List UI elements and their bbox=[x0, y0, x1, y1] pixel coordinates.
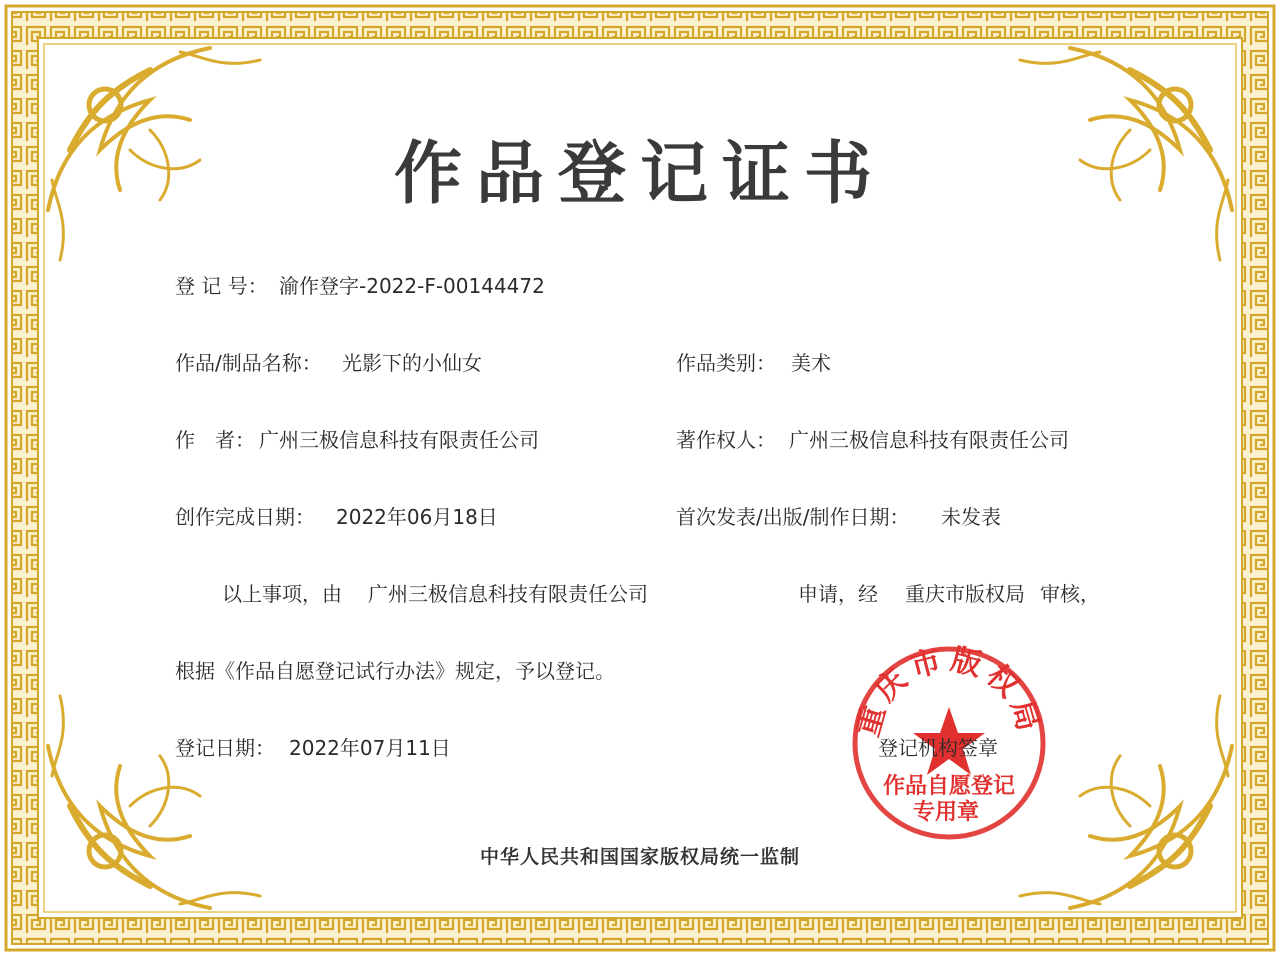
statement-suffix: 审核， bbox=[1040, 582, 1100, 606]
seal-line2: 专用章 bbox=[913, 800, 980, 825]
completion-date-value: 2022年06月18日 bbox=[336, 505, 498, 529]
author-label: 作 者： bbox=[175, 428, 255, 452]
statement-middle: 申请，经 bbox=[798, 582, 878, 606]
seal-arc-text: 重庆市版权局 bbox=[851, 645, 1047, 741]
seal-line1: 作品自愿登记 bbox=[883, 774, 1016, 799]
seal-caption: 登记机构签章 bbox=[878, 736, 998, 760]
statement-prefix: 以上事项，由 bbox=[222, 582, 342, 606]
first-publish-value: 未发表 bbox=[941, 505, 1001, 529]
copyright-holder-label: 著作权人： bbox=[676, 428, 776, 452]
reg-date-label: 登记日期： bbox=[175, 736, 275, 760]
work-name-value: 光影下的小仙女 bbox=[342, 351, 482, 375]
copyright-holder-value: 广州三极信息科技有限责任公司 bbox=[789, 428, 1069, 452]
reg-no-value: 渝作登字-2022-F-00144472 bbox=[279, 274, 545, 298]
work-name-label: 作品/制品名称： bbox=[175, 351, 322, 375]
completion-date-label: 创作完成日期： bbox=[175, 505, 315, 529]
statement-line2: 根据《作品自愿登记试行办法》规定，予以登记。 bbox=[175, 659, 615, 683]
category-value: 美术 bbox=[791, 351, 831, 375]
footer-issuer: 中华人民共和国国家版权局统一监制 bbox=[479, 846, 800, 868]
category-label: 作品类别： bbox=[676, 351, 776, 375]
author-value: 广州三极信息科技有限责任公司 bbox=[259, 428, 539, 452]
statement-authority: 重庆市版权局 bbox=[905, 582, 1025, 606]
certificate-title: 作品登记证书 bbox=[393, 134, 886, 214]
first-publish-label: 首次发表/出版/制作日期： bbox=[676, 505, 910, 529]
statement-applicant: 广州三极信息科技有限责任公司 bbox=[368, 582, 648, 606]
reg-date-value: 2022年07月11日 bbox=[289, 736, 451, 760]
reg-no-label: 登 记 号： bbox=[175, 274, 268, 298]
